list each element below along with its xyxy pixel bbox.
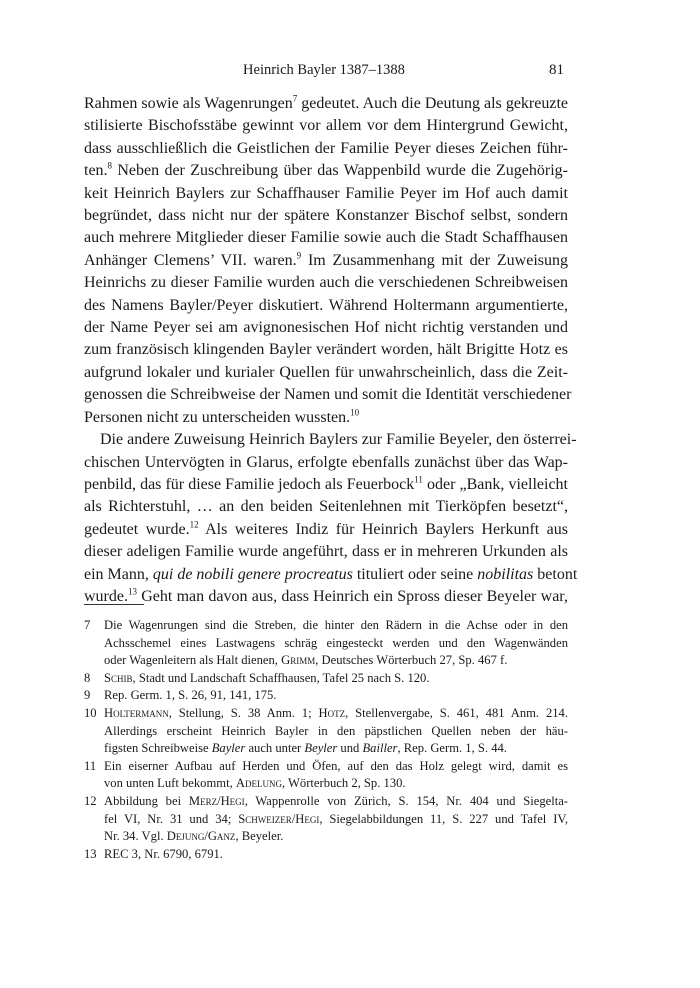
footnote-ref-11[interactable]: 11 [414, 474, 423, 485]
footnote-number: 8 [84, 670, 91, 685]
footnote-number: 7 [84, 618, 91, 632]
footnote-line: Ein eiserner Aufbau auf Herden und Öfen, auf den das Holz gelegt wird, damit es [104, 758, 568, 773]
footnote-line: Nr. 34. Vgl. Dejung/Ganz, Beyeler. [104, 829, 284, 844]
footnote-13 [84, 846, 568, 864]
text-line: dieser adeligen Familie wurde angeführt, dass er in mehreren Urkunden als [84, 543, 568, 561]
page-number: 81 [549, 62, 564, 78]
author-name: Holtermann [104, 705, 169, 720]
paragraph-1 [84, 93, 572, 429]
text-line: ten.$^8$ Neben der Zuschreibung über das Wappenbild wurde die Zugehörig- [84, 160, 568, 180]
footnote-line: Schib, Stadt und Landschaft Schaffhausen, Tafel 25 nach S. 120. [104, 670, 430, 685]
footnote-8 [84, 670, 568, 688]
footnotes [84, 617, 568, 863]
text-line: keit Heinrich Baylers zur Schaffhauser Familie Peyer im Hof auch damit [84, 184, 568, 202]
text-line: wurde.$^{13}$ Geht man davon aus, dass Heinrich ein Spross dieser Beyeler war, [84, 586, 568, 605]
text-line: gedeutet wurde.$^{12}$ Als weiteres Indiz für Heinrich Baylers Herkunft aus [84, 519, 568, 538]
footnote-10 [84, 705, 568, 758]
text-line: begründet, dass nicht nur der spätere Konstanzer Bischof selbst, sondern [84, 207, 568, 225]
text-line: ein Mann, qui de nobili genere procreatus tituliert oder seine nobilitas betont [84, 565, 578, 583]
text-line: des Namens Bayler/Peyer diskutiert. Während Holtermann argumentierte, [84, 296, 568, 314]
author-name: Adelung [235, 776, 282, 791]
text-line: auch mehrere Mitglieder dieser Familie sowie auch die Stadt Schaffhausen [84, 229, 568, 247]
text-line: stilisierte Bischofsstäbe gewinnt vor allem vor dem Hintergrund Gewicht, [84, 117, 568, 135]
text-line: als Richterstuhl, … an den beiden Seitenlehnen mit Tierköpfen besetzt“, [84, 498, 568, 516]
text-line: Anhänger Clemens’ VII. waren.$^9$ Im Zusammenhang mit der Zuweisung [84, 250, 568, 269]
footnote-line: oder Wagenleitern als Halt dienen, Grimm, Deutsches Wörterbuch 27, Sp. 467 f. [104, 653, 508, 668]
author-name: Schib [104, 670, 133, 685]
text-line: Personen nicht zu unterscheiden wussten.$^{10}$ [84, 407, 360, 426]
footnote-number: 12 [84, 793, 97, 808]
text-line: Rahmen sowie als Wagenrungen$^7$ gedeutet. Auch die Deutung als gekreuzte [84, 93, 568, 112]
footnote-number: 11 [84, 758, 97, 773]
footnote-line: REC 3, Nr. 6790, 6791. [104, 846, 223, 861]
footnote-ref-7[interactable]: 7 [292, 93, 298, 104]
footnote-line: fel VI, Nr. 31 und 34; Schweizer/Hegi, Siegelabbildungen 11, S. 227 und Tafel IV, [104, 811, 569, 826]
footnote-9 [84, 687, 568, 705]
footnote-line: Rep. Germ. 1, S. 26, 91, 141, 175. [104, 688, 277, 703]
text-line: chischen Untervögten in Glarus, erfolgte ebenfalls zunächst über das Wap- [84, 453, 568, 471]
text-line: der Name Peyer sei am avignonesischen Hof nicht richtig verstanden und [84, 319, 568, 337]
footnote-separator [84, 604, 144, 605]
footnote-number: 10 [84, 705, 97, 720]
running-title: Heinrich Bayler 1387–1388 [243, 62, 405, 78]
footnote-number: 13 [84, 846, 97, 861]
footnote-ref-9[interactable]: 9 [296, 250, 302, 261]
footnote-line: Abbildung bei Merz/Hegi, Wappenrolle von Zürich, S. 154, Nr. 404 und Siegelta- [104, 793, 568, 808]
footnote-line: Allerdings erscheint Heinrich Bayler in den päpstlichen Quellen neben der häu- [104, 723, 568, 738]
footnote-ref-13[interactable]: 13 [127, 586, 137, 597]
footnote-line: von unten Luft bekommt, Adelung, Wörterbuch 2, Sp. 130. [104, 776, 406, 791]
footnote-12 [84, 793, 568, 846]
text-line: penbild, das für diese Familie jedoch als Feuerbock$^{11}$ oder „Bank, vielleicht [84, 474, 568, 493]
paragraph-2 [84, 429, 578, 608]
text-line: Die andere Zuweisung Heinrich Baylers zur Familie Beyeler, den österrei- [100, 431, 577, 449]
author-name: Grimm [281, 653, 316, 668]
author-name: Merz/Hegi [188, 793, 245, 808]
author-name: Schweizer/Hegi [238, 811, 320, 826]
footnote-line: Die Wagenrungen sind die Streben, die hinter den Rädern in die Achse oder in den [104, 618, 568, 632]
text-line: genossen die Schreibweise der Namen und somit die Identität verschiedener [84, 386, 572, 404]
footnote-line: Holtermann, Stellung, S. 38 Anm. 1; Hotz, Stellenvergabe, S. 461, 481 Anm. 214. [104, 705, 568, 720]
author-name: Dejung/Ganz [166, 829, 236, 844]
footnote-line: Achsschemel eines Lastwagens schräg eingesteckt werden und den Wagenwänden [104, 635, 568, 650]
footnote-7 [84, 617, 568, 670]
text-line: dass ausschließlich die Geistlichen der Familie Peyer dieses Zeichen führ- [84, 139, 568, 157]
footnote-ref-10[interactable]: 10 [350, 407, 360, 418]
main-text [84, 93, 578, 608]
text-line: Heinrichs zu dieser Familie wurden auch die verschiedenen Schreibweisen [84, 274, 568, 292]
footnote-11 [84, 758, 568, 793]
footnote-ref-12[interactable]: 12 [189, 519, 199, 530]
text-line: aufgrund lokaler und kurialer Quellen für unwahrscheinlich, dass die Zeit- [84, 363, 568, 381]
latin-quote: qui de nobili genere procreatus [152, 565, 353, 583]
author-name: Hotz [318, 705, 346, 720]
running-head [84, 62, 564, 82]
footnote-ref-8[interactable]: 8 [107, 160, 113, 171]
footnote-number: 9 [84, 688, 91, 703]
footnote-line: figsten Schreibweise Bayler auch unter Beyler und Bailler, Rep. Germ. 1, S. 44. [104, 741, 507, 756]
latin-term: nobilitas [477, 565, 534, 583]
text-line: zum französisch klingenden Bayler verändert worden, hält Brigitte Hotz es [84, 341, 568, 359]
